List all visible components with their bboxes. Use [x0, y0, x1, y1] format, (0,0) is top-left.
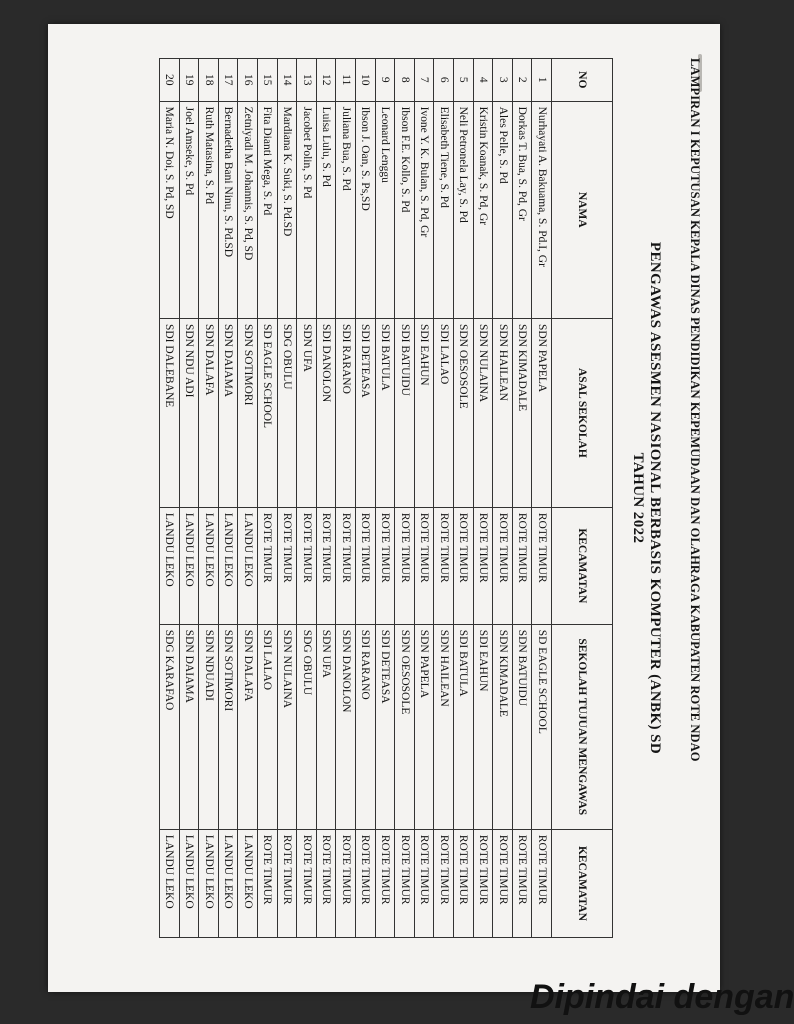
cell-sekolah-tujuan: SDI LALAO [258, 624, 278, 829]
cell-kecamatan-tujuan: ROTE TIMUR [395, 829, 415, 937]
cell-kecamatan: ROTE TIMUR [297, 507, 317, 624]
cell-sekolah-tujuan: SDI BATULA [454, 624, 474, 829]
cell-kecamatan: LANDU LEKO [238, 507, 258, 624]
table-row [512, 59, 532, 938]
cell-sekolah-tujuan: SDN OESOSOLE [395, 624, 415, 829]
cell-kecamatan: ROTE TIMUR [414, 507, 434, 624]
cell-kecamatan-tujuan: ROTE TIMUR [532, 829, 552, 937]
cell-kecamatan-tujuan: ROTE TIMUR [434, 829, 454, 937]
cell-nama: Luisa Lulu, S. Pd [316, 101, 336, 318]
cell-no: 16 [238, 59, 258, 102]
cell-nama: Juliana Bua, S. Pd [336, 101, 356, 318]
header-asal-sekolah: ASAL SEKOLAH [552, 318, 613, 507]
cell-kecamatan: ROTE TIMUR [356, 507, 376, 624]
cell-kecamatan-tujuan: ROTE TIMUR [512, 829, 532, 937]
document-title: PENGAWAS ASESMEN NASIONAL BERBASIS KOMPUTER (ANBK) SD [647, 241, 663, 755]
cell-no: 13 [297, 59, 317, 102]
cell-no: 17 [218, 59, 238, 102]
cell-nama: Kristin Koanak, S. Pd, Gr [473, 101, 493, 318]
rotated-content [48, 24, 720, 992]
cell-kecamatan: LANDU LEKO [218, 507, 238, 624]
cell-no: 12 [316, 59, 336, 102]
cell-kecamatan-tujuan: LANDU LEKO [199, 829, 219, 937]
cell-sekolah-tujuan: SDG KARAFAO [160, 624, 180, 829]
cell-no: 11 [336, 59, 356, 102]
cell-no: 4 [473, 59, 493, 102]
cell-no: 6 [434, 59, 454, 102]
cell-nama: Joel Amseke, S. Pd [179, 101, 199, 318]
table-row [316, 59, 336, 938]
cell-asal-sekolah: SDI BATULA [375, 318, 395, 507]
document-content [159, 58, 702, 938]
cell-kecamatan-tujuan: ROTE TIMUR [277, 829, 297, 937]
table-row [258, 59, 278, 938]
cell-kecamatan: LANDU LEKO [160, 507, 180, 624]
table-row [297, 59, 317, 938]
cell-nama: Maria N. Doi, S. Pd, SD [160, 101, 180, 318]
cell-kecamatan-tujuan: ROTE TIMUR [414, 829, 434, 937]
cell-asal-sekolah: SDI BATUIDU [395, 318, 415, 507]
cell-no: 7 [414, 59, 434, 102]
cell-sekolah-tujuan: SD EAGLE SCHOOL [532, 624, 552, 829]
cell-nama: Nurhayati A. Bakuama, S. Pd.I, Gr [532, 101, 552, 318]
table-row [493, 59, 513, 938]
cell-no: 14 [277, 59, 297, 102]
cell-sekolah-tujuan: SDI RARANO [356, 624, 376, 829]
cell-kecamatan-tujuan: ROTE TIMUR [493, 829, 513, 937]
cell-no: 19 [179, 59, 199, 102]
table-header-row [552, 59, 613, 938]
cell-nama: Fita Dianti Mega, S. Pd [258, 101, 278, 318]
cell-sekolah-tujuan: SDN NULAINA [277, 624, 297, 829]
cell-kecamatan-tujuan: ROTE TIMUR [336, 829, 356, 937]
table-row [218, 59, 238, 938]
cell-sekolah-tujuan: SDN UFA [316, 624, 336, 829]
cell-kecamatan: LANDU LEKO [199, 507, 219, 624]
cell-sekolah-tujuan: SDN HAILEAN [434, 624, 454, 829]
cell-asal-sekolah: SDN OESOSOLE [454, 318, 474, 507]
cell-asal-sekolah: SDI LALAO [434, 318, 454, 507]
cell-nama: Mardiana K. Suki, S. Pd.SD [277, 101, 297, 318]
table-row [238, 59, 258, 938]
cell-kecamatan: ROTE TIMUR [473, 507, 493, 624]
cell-kecamatan: ROTE TIMUR [336, 507, 356, 624]
cell-asal-sekolah: SDN PAPELA [532, 318, 552, 507]
header-nama: NAMA [552, 101, 613, 318]
cell-nama: Neli Petronela Lay, S. Pd [454, 101, 474, 318]
cell-asal-sekolah: SDN UFA [297, 318, 317, 507]
cell-kecamatan: LANDU LEKO [179, 507, 199, 624]
cell-kecamatan-tujuan: ROTE TIMUR [375, 829, 395, 937]
cell-kecamatan: ROTE TIMUR [258, 507, 278, 624]
cell-asal-sekolah: SDN DALAFA [199, 318, 219, 507]
cell-sekolah-tujuan: SDG OBULU [297, 624, 317, 829]
cell-kecamatan-tujuan: LANDU LEKO [218, 829, 238, 937]
cell-kecamatan-tujuan: LANDU LEKO [160, 829, 180, 937]
cell-no: 3 [493, 59, 513, 102]
cell-kecamatan: ROTE TIMUR [316, 507, 336, 624]
title-block [629, 58, 663, 938]
cell-asal-sekolah: SDN KIMADALE [512, 318, 532, 507]
table-row [336, 59, 356, 938]
cell-asal-sekolah: SDN NDU ADI [179, 318, 199, 507]
cell-nama: Bernadetha Bani Ninu, S. Pd.SD [218, 101, 238, 318]
table-row [454, 59, 474, 938]
cell-asal-sekolah: SDI RARANO [336, 318, 356, 507]
cell-nama: Zetniyadi M. Johannis, S. Pd, SD [238, 101, 258, 318]
cell-nama: Elisabeth Tiene, S. Pd [434, 101, 454, 318]
cell-asal-sekolah: SDG OBULU [277, 318, 297, 507]
cell-kecamatan: ROTE TIMUR [277, 507, 297, 624]
scanner-watermark: Dipindai dengan [530, 978, 794, 1016]
cell-nama: Leonard Lenggu [375, 101, 395, 318]
cell-kecamatan: ROTE TIMUR [395, 507, 415, 624]
cell-asal-sekolah: SDI DALEBANE [160, 318, 180, 507]
cell-sekolah-tujuan: SDN NDUADI [199, 624, 219, 829]
cell-kecamatan-tujuan: ROTE TIMUR [356, 829, 376, 937]
table-row [395, 59, 415, 938]
cell-nama: Ibson F.E. Kollo, S. Pd [395, 101, 415, 318]
cell-no: 1 [532, 59, 552, 102]
table-row [473, 59, 493, 938]
cell-nama: Jacobet Polin, S. Pd [297, 101, 317, 318]
cell-no: 20 [160, 59, 180, 102]
cell-no: 9 [375, 59, 395, 102]
cell-sekolah-tujuan: SDN DAIAMA [179, 624, 199, 829]
cell-nama: Ales Pelle, S. Pd [493, 101, 513, 318]
cell-sekolah-tujuan: SDN SOTIMORI [218, 624, 238, 829]
cell-kecamatan: ROTE TIMUR [493, 507, 513, 624]
cell-kecamatan-tujuan: LANDU LEKO [238, 829, 258, 937]
cell-kecamatan-tujuan: ROTE TIMUR [454, 829, 474, 937]
cell-no: 5 [454, 59, 474, 102]
cell-kecamatan-tujuan: ROTE TIMUR [316, 829, 336, 937]
cell-kecamatan: ROTE TIMUR [512, 507, 532, 624]
cell-asal-sekolah: SDN HAILEAN [493, 318, 513, 507]
table-row [375, 59, 395, 938]
cell-sekolah-tujuan: SDN BATUIDU [512, 624, 532, 829]
cell-asal-sekolah: SDN NULAINA [473, 318, 493, 507]
cell-kecamatan: ROTE TIMUR [454, 507, 474, 624]
cell-kecamatan: ROTE TIMUR [375, 507, 395, 624]
supervisor-table [159, 58, 613, 938]
table-row [199, 59, 219, 938]
cell-nama: Ibson J. Oan, S. Ps,SD [356, 101, 376, 318]
cell-asal-sekolah: SDI EAHUN [414, 318, 434, 507]
document-page [48, 24, 720, 992]
table-body [160, 59, 552, 938]
cell-no: 10 [356, 59, 376, 102]
table-row [160, 59, 180, 938]
table-row [356, 59, 376, 938]
cell-kecamatan: ROTE TIMUR [532, 507, 552, 624]
cell-asal-sekolah: SDI DETEASA [356, 318, 376, 507]
cell-asal-sekolah: SD EAGLE SCHOOL [258, 318, 278, 507]
table-row [532, 59, 552, 938]
table-row [414, 59, 434, 938]
cell-sekolah-tujuan: SDN DANOLON [336, 624, 356, 829]
cell-asal-sekolah: SDI DANOLON [316, 318, 336, 507]
cell-asal-sekolah: SDN SOTIMORI [238, 318, 258, 507]
cell-kecamatan-tujuan: LANDU LEKO [179, 829, 199, 937]
header-kecamatan-tujuan: KECAMATAN [552, 829, 613, 937]
header-no: NO [552, 59, 613, 102]
cell-asal-sekolah: SDN DAIAMA [218, 318, 238, 507]
header-sekolah-tujuan: SEKOLAH TUJUAN MENGAWAS [552, 624, 613, 829]
cell-no: 18 [199, 59, 219, 102]
cell-nama: Dorkas T. Bua, S. Pd, Gr [512, 101, 532, 318]
cell-kecamatan: ROTE TIMUR [434, 507, 454, 624]
cell-kecamatan-tujuan: ROTE TIMUR [473, 829, 493, 937]
cell-kecamatan-tujuan: ROTE TIMUR [258, 829, 278, 937]
table-row [277, 59, 297, 938]
table-row [434, 59, 454, 938]
cell-sekolah-tujuan: SDN PAPELA [414, 624, 434, 829]
cell-nama: Ruth Matasina, S. Pd [199, 101, 219, 318]
cell-sekolah-tujuan: SDN DALAFA [238, 624, 258, 829]
table-row [179, 59, 199, 938]
cell-nama: Ivone Y. K. Bulan, S. Pd, Gr [414, 101, 434, 318]
cell-sekolah-tujuan: SDI DETEASA [375, 624, 395, 829]
cell-sekolah-tujuan: SDN KIMADALE [493, 624, 513, 829]
header-kecamatan: KECAMATAN [552, 507, 613, 624]
cell-no: 15 [258, 59, 278, 102]
cell-sekolah-tujuan: SDI EAHUN [473, 624, 493, 829]
cell-no: 2 [512, 59, 532, 102]
cell-kecamatan-tujuan: ROTE TIMUR [297, 829, 317, 937]
attachment-heading: LAMPIRAN I KEPUTUSAN KEPALA DINAS PENDIDIKAN KEPEMUDAAN DAN OLAHRAGA KABUPATEN ROTE NDAO [688, 58, 702, 762]
cell-no: 8 [395, 59, 415, 102]
document-year: TAHUN 2022 [630, 452, 646, 544]
